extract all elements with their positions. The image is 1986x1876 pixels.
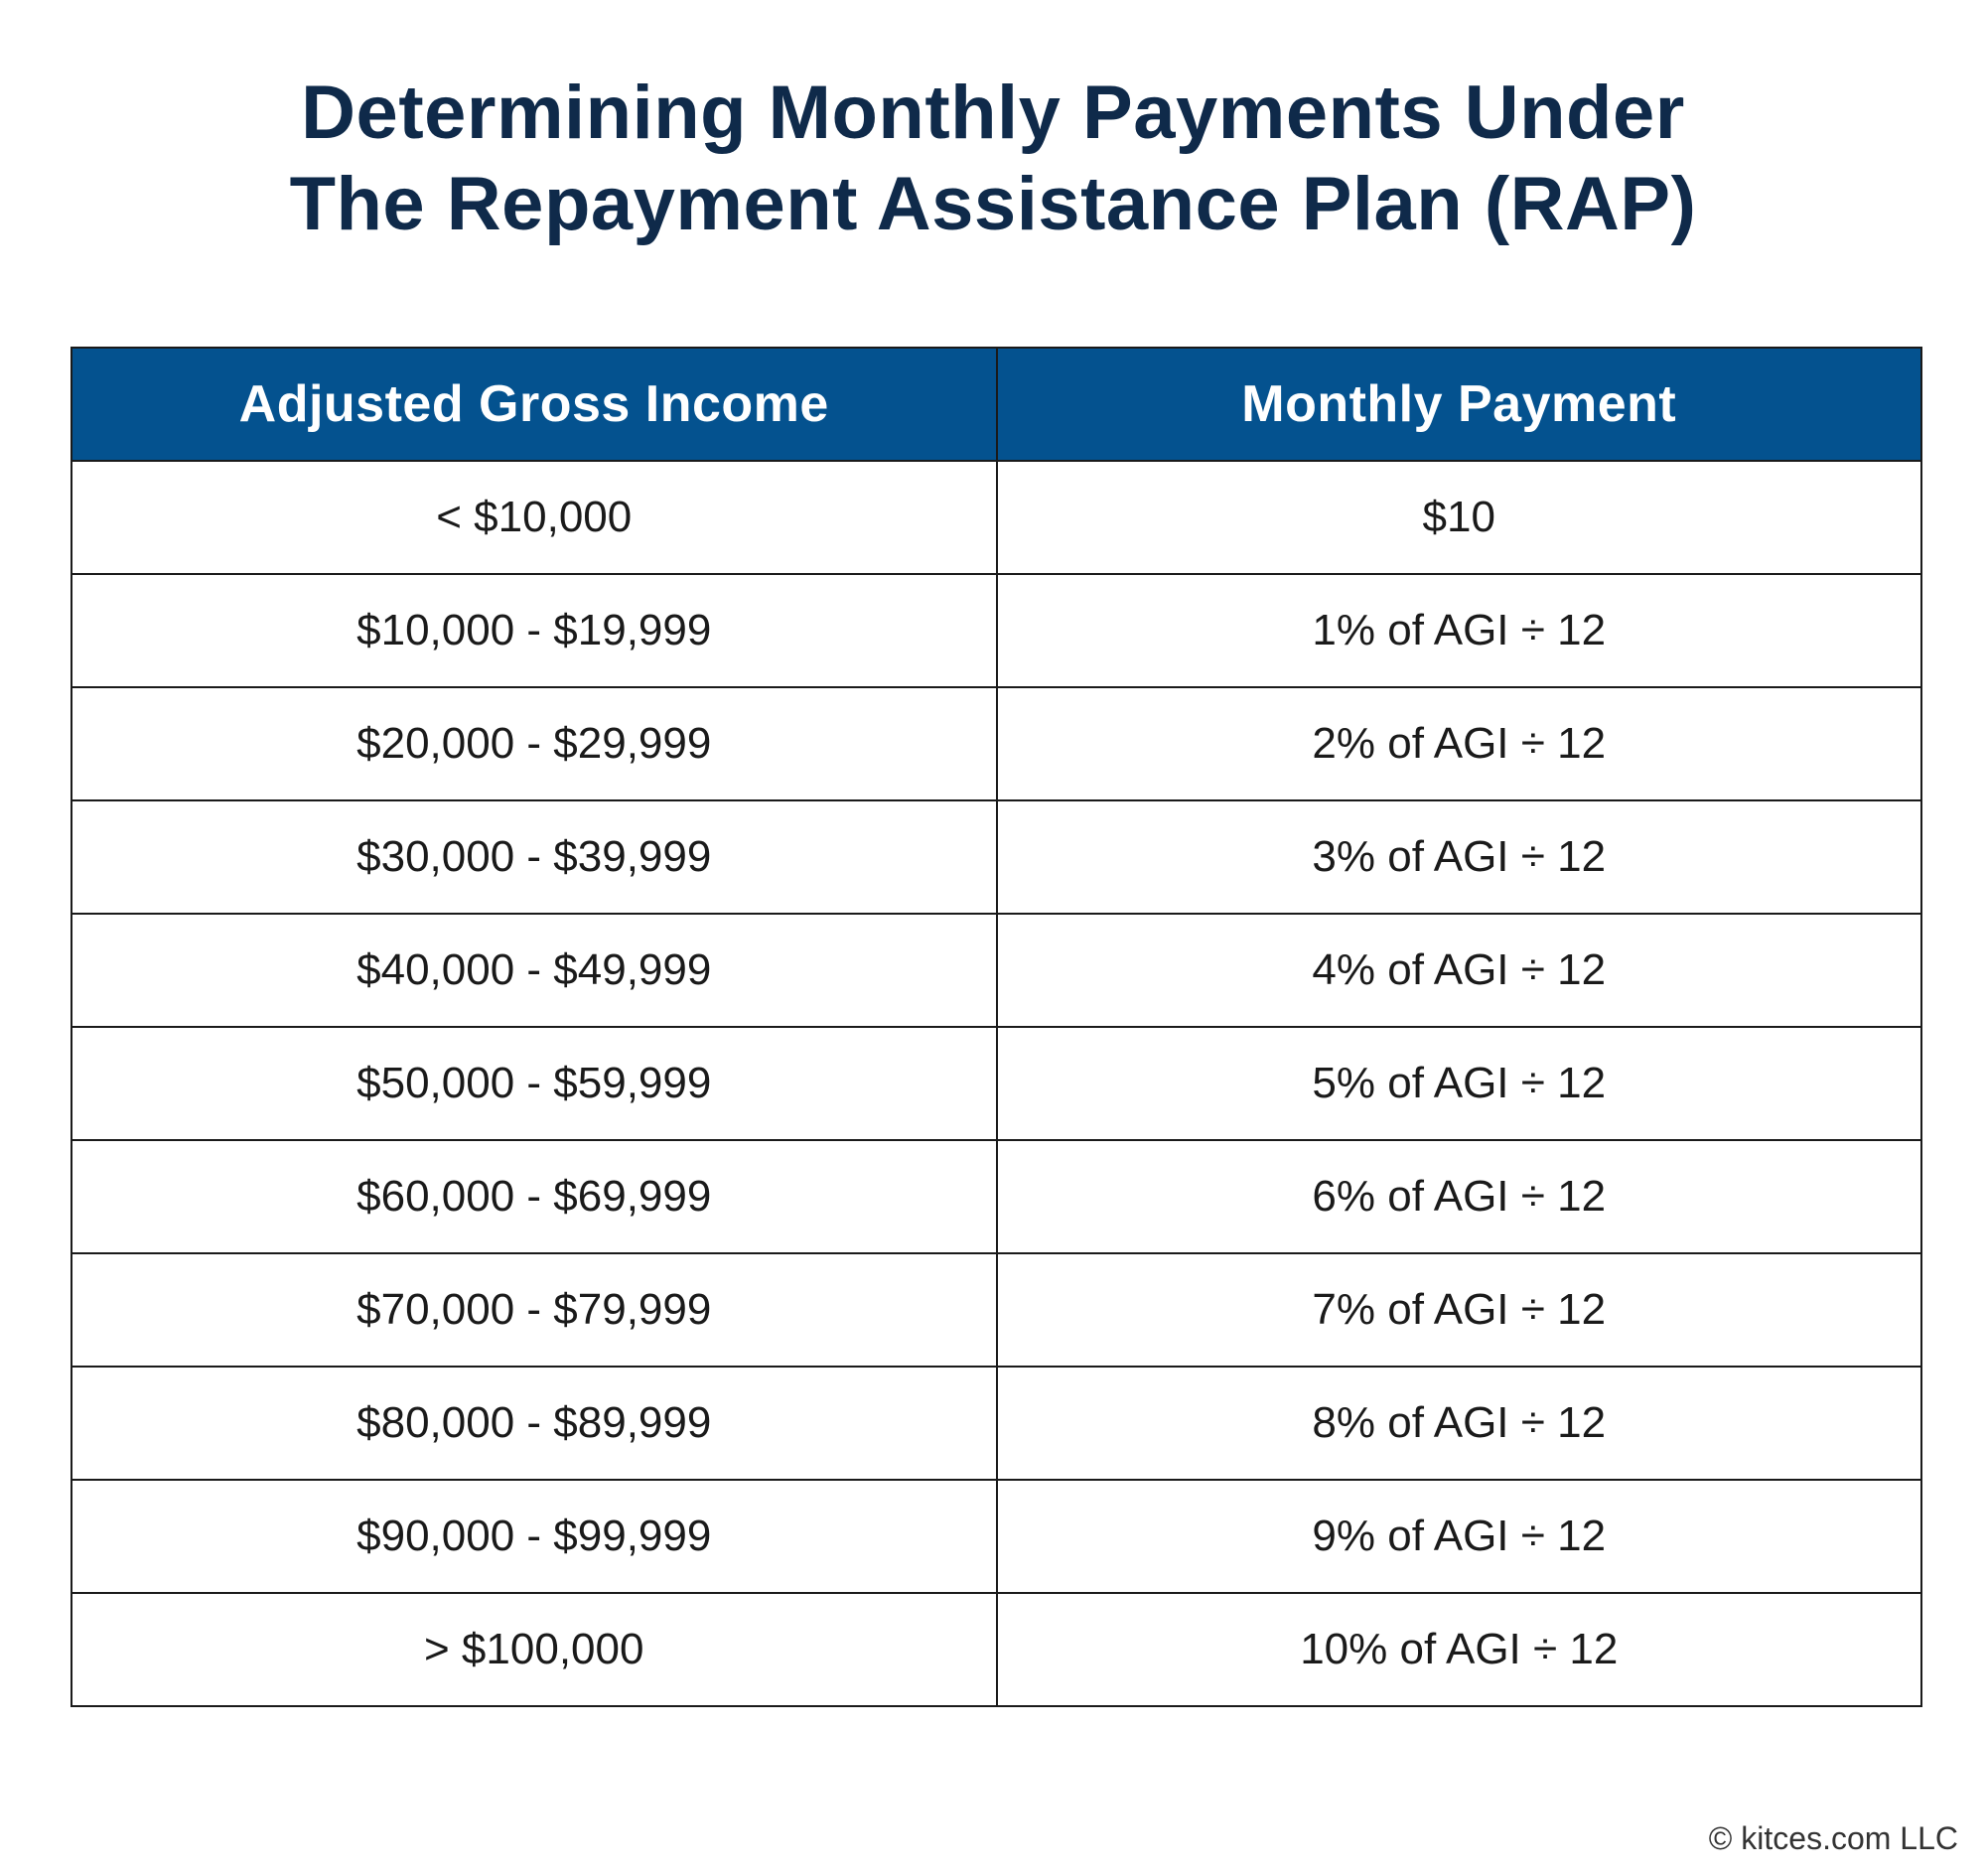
header-monthly-payment: Monthly Payment [997,348,1922,461]
page-title [0,68,1986,250]
table-row [71,1253,1921,1367]
copyright-notice: © kitces.com LLC [1708,1820,1958,1856]
payment-cell: $10 [997,461,1922,574]
income-cell: $50,000 - $59,999 [71,1027,997,1140]
table-row [71,1480,1921,1593]
table-row [71,1367,1921,1480]
income-cell: $20,000 - $29,999 [71,687,997,800]
payment-cell: 8% of AGI ÷ 12 [997,1367,1922,1480]
table-row [71,800,1921,914]
payment-cell: 1% of AGI ÷ 12 [997,574,1922,687]
payment-cell: 10% of AGI ÷ 12 [997,1593,1922,1706]
income-cell: $70,000 - $79,999 [71,1253,997,1367]
payment-cell: 5% of AGI ÷ 12 [997,1027,1922,1140]
table-row [71,914,1921,1027]
income-cell: < $10,000 [71,461,997,574]
header-adjusted-gross-income: Adjusted Gross Income [71,348,997,461]
table-row [71,687,1921,800]
income-cell: $80,000 - $89,999 [71,1367,997,1480]
payment-cell: 9% of AGI ÷ 12 [997,1480,1922,1593]
payment-cell: 7% of AGI ÷ 12 [997,1253,1922,1367]
payment-cell: 2% of AGI ÷ 12 [997,687,1922,800]
table-row [71,1140,1921,1253]
income-cell: > $100,000 [71,1593,997,1706]
income-cell: $10,000 - $19,999 [71,574,997,687]
table-row [71,1027,1921,1140]
income-cell: $40,000 - $49,999 [71,914,997,1027]
income-cell: $60,000 - $69,999 [71,1140,997,1253]
table-row [71,574,1921,687]
title-line-1: Determining Monthly Payments Under [301,71,1685,155]
payment-cell: 3% of AGI ÷ 12 [997,800,1922,914]
income-cell: $90,000 - $99,999 [71,1480,997,1593]
table-header-row [71,348,1921,461]
table-row [71,1593,1921,1706]
payment-cell: 6% of AGI ÷ 12 [997,1140,1922,1253]
income-cell: $30,000 - $39,999 [71,800,997,914]
payment-cell: 4% of AGI ÷ 12 [997,914,1922,1027]
payment-table [71,347,1922,1707]
table-row [71,461,1921,574]
title-line-2: The Repayment Assistance Plan (RAP) [289,162,1697,246]
